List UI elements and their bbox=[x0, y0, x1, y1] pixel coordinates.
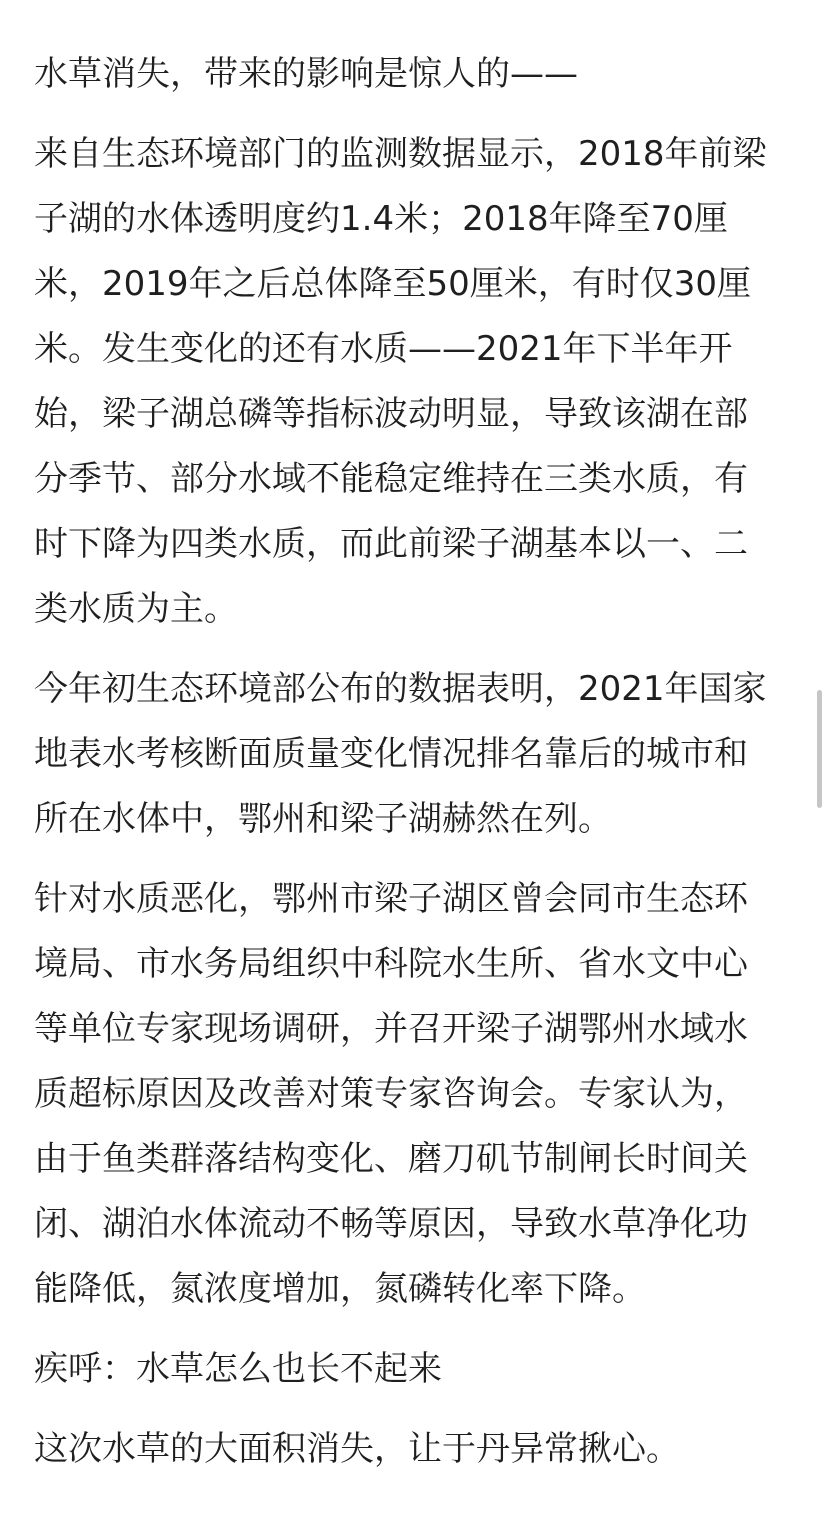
paragraph-3 bbox=[34, 657, 804, 852]
text-line: 米。发生变化的还有水质——2021年下半年开 bbox=[34, 329, 733, 369]
paragraph-2 bbox=[34, 122, 804, 642]
paragraph-1 bbox=[34, 42, 804, 107]
text-line: 所在水体中，鄂州和梁子湖赫然在列。 bbox=[34, 799, 612, 839]
text-line: 今年初生态环境部公布的数据表明，2021年国家 bbox=[34, 669, 767, 709]
text-line: 闭、湖泊水体流动不畅等原因，导致水草净化功 bbox=[34, 1204, 748, 1244]
text-line: 米，2019年之后总体降至50厘米，有时仅30厘 bbox=[34, 264, 752, 304]
paragraph-4 bbox=[34, 867, 804, 1322]
text-line: 始，梁子湖总磷等指标波动明显，导致该湖在部 bbox=[34, 394, 748, 434]
text-line: 子湖的水体透明度约1.4米；2018年降至70厘 bbox=[34, 199, 728, 239]
text-line: 类水质为主。 bbox=[34, 589, 238, 629]
text-line: 水草消失，带来的影响是惊人的—— bbox=[34, 54, 578, 94]
text-line: 由于鱼类群落结构变化、磨刀矶节制闸长时间关 bbox=[34, 1139, 748, 1179]
text-line: 质超标原因及改善对策专家咨询会。专家认为， bbox=[34, 1074, 748, 1114]
paragraph-5 bbox=[34, 1417, 804, 1482]
text-line: 等单位专家现场调研，并召开梁子湖鄂州水域水 bbox=[34, 1009, 748, 1049]
scrollbar-thumb[interactable] bbox=[817, 690, 822, 808]
text-line: 这次水草的大面积消失，让于丹异常揪心。 bbox=[34, 1429, 680, 1469]
text-line: 疾呼：水草怎么也长不起来 bbox=[34, 1349, 442, 1389]
text-line: 来自生态环境部门的监测数据显示，2018年前梁 bbox=[34, 134, 767, 174]
text-line: 时下降为四类水质，而此前梁子湖基本以一、二 bbox=[34, 524, 748, 564]
section-heading bbox=[34, 1337, 804, 1402]
article-body bbox=[34, 42, 804, 1497]
text-line: 境局、市水务局组织中科院水生所、省水文中心 bbox=[34, 944, 748, 984]
text-line: 能降低，氮浓度增加，氮磷转化率下降。 bbox=[34, 1269, 646, 1309]
text-line: 分季节、部分水域不能稳定维持在三类水质，有 bbox=[34, 459, 748, 499]
text-line: 地表水考核断面质量变化情况排名靠后的城市和 bbox=[34, 734, 748, 774]
text-line: 针对水质恶化，鄂州市梁子湖区曾会同市生态环 bbox=[34, 879, 748, 919]
